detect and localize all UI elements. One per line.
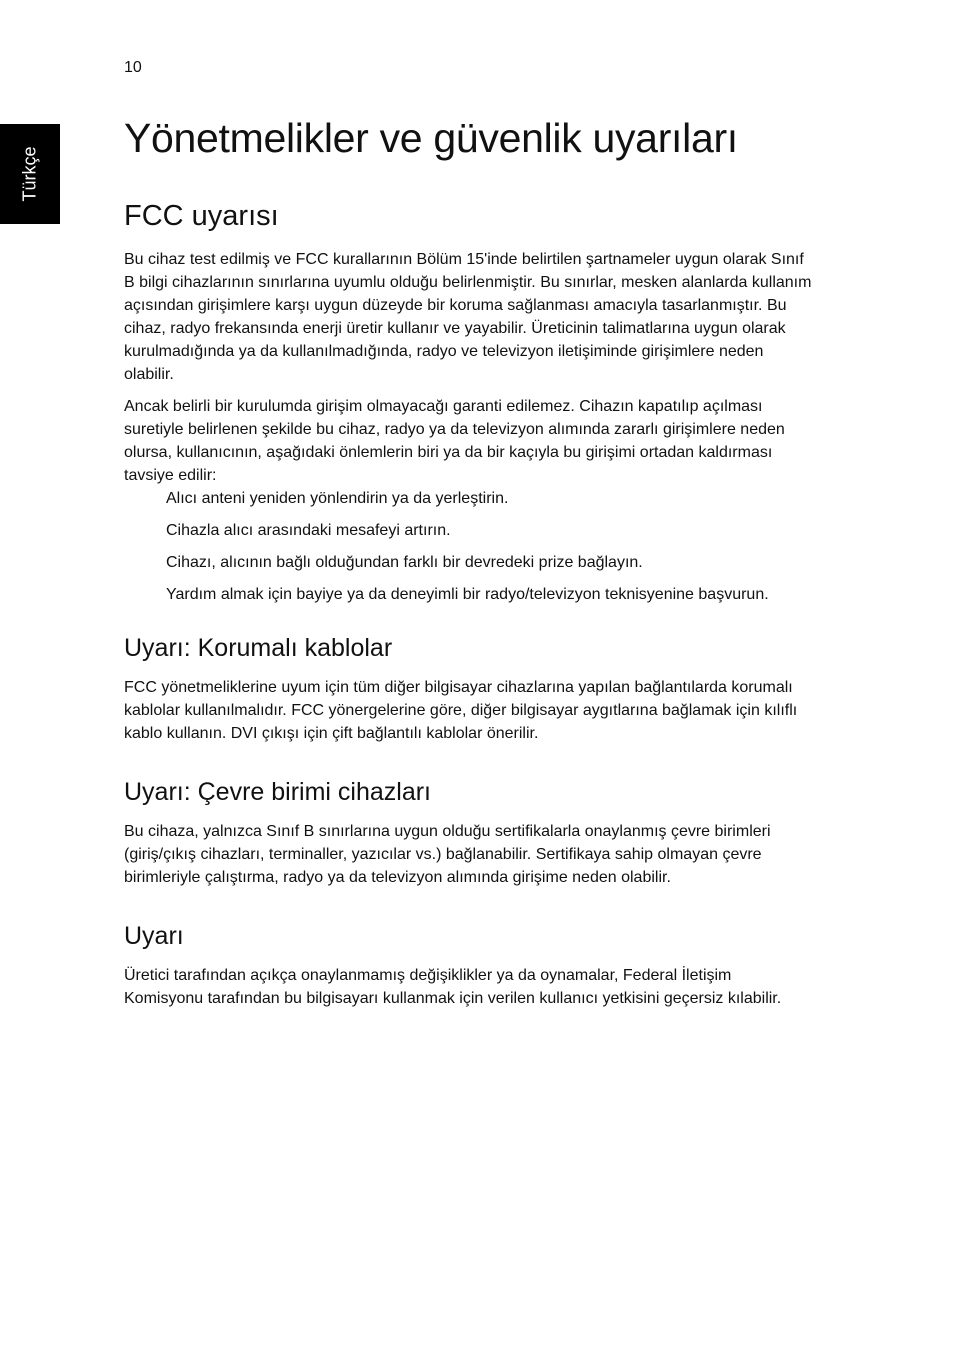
- fcc-heading: FCC uyarısı: [124, 200, 279, 232]
- shielded-cables-paragraph: FCC yönetmeliklerine uyum için tüm diğer bilgisayar cihazlarına yapılan bağlantılarda korumalı kablolar kullanılmalıdır. FCC yönergelerine göre, diğer bilgisayar aygıtlarına bağlamak için kılıflı kablo kullanın. DVI çıkışı için çift bağlantılı kablolar önerilir.: [124, 679, 798, 742]
- side-tab-label: Türkçe: [19, 146, 40, 202]
- document-content: [124, 110, 814, 1010]
- list-item: Yardım almak için bayiye ya da deneyimli bir radyo/televizyon teknisyenine başvurun.: [166, 586, 769, 603]
- warning-paragraph: Üretici tarafından açıkça onaylanmamış değişiklikler ya da oynamalar, Federal İletişim Komisyonu tarafından bu bilgisayarı kullanmak için verilen kullanıcı yetkisini geçersiz kılabilir.: [124, 967, 782, 1007]
- shielded-cables-heading: Uyarı: Korumalı kablolar: [124, 634, 393, 662]
- list-item: Cihazı, alıcının bağlı olduğundan farklı bir devredeki prize bağlayın.: [166, 554, 643, 571]
- warning-heading: Uyarı: [124, 922, 184, 950]
- fcc-paragraph-1: Bu cihaz test edilmiş ve FCC kurallarının Bölüm 15'inde belirtilen şartnameler uygun olarak Sınıf B bilgi cihazlarının sınırlarına uyumlu olduğu belirlenmiştir. Bu sınırlar, mesken alanlarda kullanım açısından girişimlere karşı uygun düzeyde bir koruma sağlanması amacıyla tasarlanmıştır. Bu cihaz, radyo frekansında enerji üretir kullanır ve yayabilir. Üreticinin talimatlarına uygun olarak kurulmadığında ya da kullanılmadığında, radyo ve televizyon iletişiminde girişimlere neden olabilir.: [124, 251, 812, 383]
- page-number: 10: [124, 59, 142, 76]
- page-title: Yönetmelikler ve güvenlik uyarıları: [124, 115, 738, 161]
- fcc-measures-list: [124, 487, 814, 606]
- language-side-tab: [0, 124, 60, 224]
- peripheral-devices-paragraph: Bu cihaza, yalnızca Sınıf B sınırlarına uygun olduğu sertifikalarla onaylanmış çevre birimleri (giriş/çıkış cihazları, terminaller, yazıcılar vs.) bağlanabilir. Sertifikaya sahip olmayan çevre birimleriyle çalıştırma, radyo ya da televizyon alımında girişime neden olabilir.: [124, 823, 771, 886]
- peripheral-devices-heading: Uyarı: Çevre birimi cihazları: [124, 778, 432, 806]
- list-item: Cihazla alıcı arasındaki mesafeyi artırın.: [166, 522, 451, 539]
- list-item: Alıcı anteni yeniden yönlendirin ya da yerleştirin.: [166, 490, 509, 507]
- fcc-paragraph-2: Ancak belirli bir kurulumda girişim olmayacağı garanti edilemez. Cihazın kapatılıp açılması suretiyle belirlenen şekilde bu cihaz, radyo ya da televizyon alımında zararlı girişimlere neden olursa, kullanıcının, aşağıdaki önlemlerin biri ya da bir kaçıyla bu girişimi ortadan kaldırması tavsiye edilir:: [124, 398, 785, 484]
